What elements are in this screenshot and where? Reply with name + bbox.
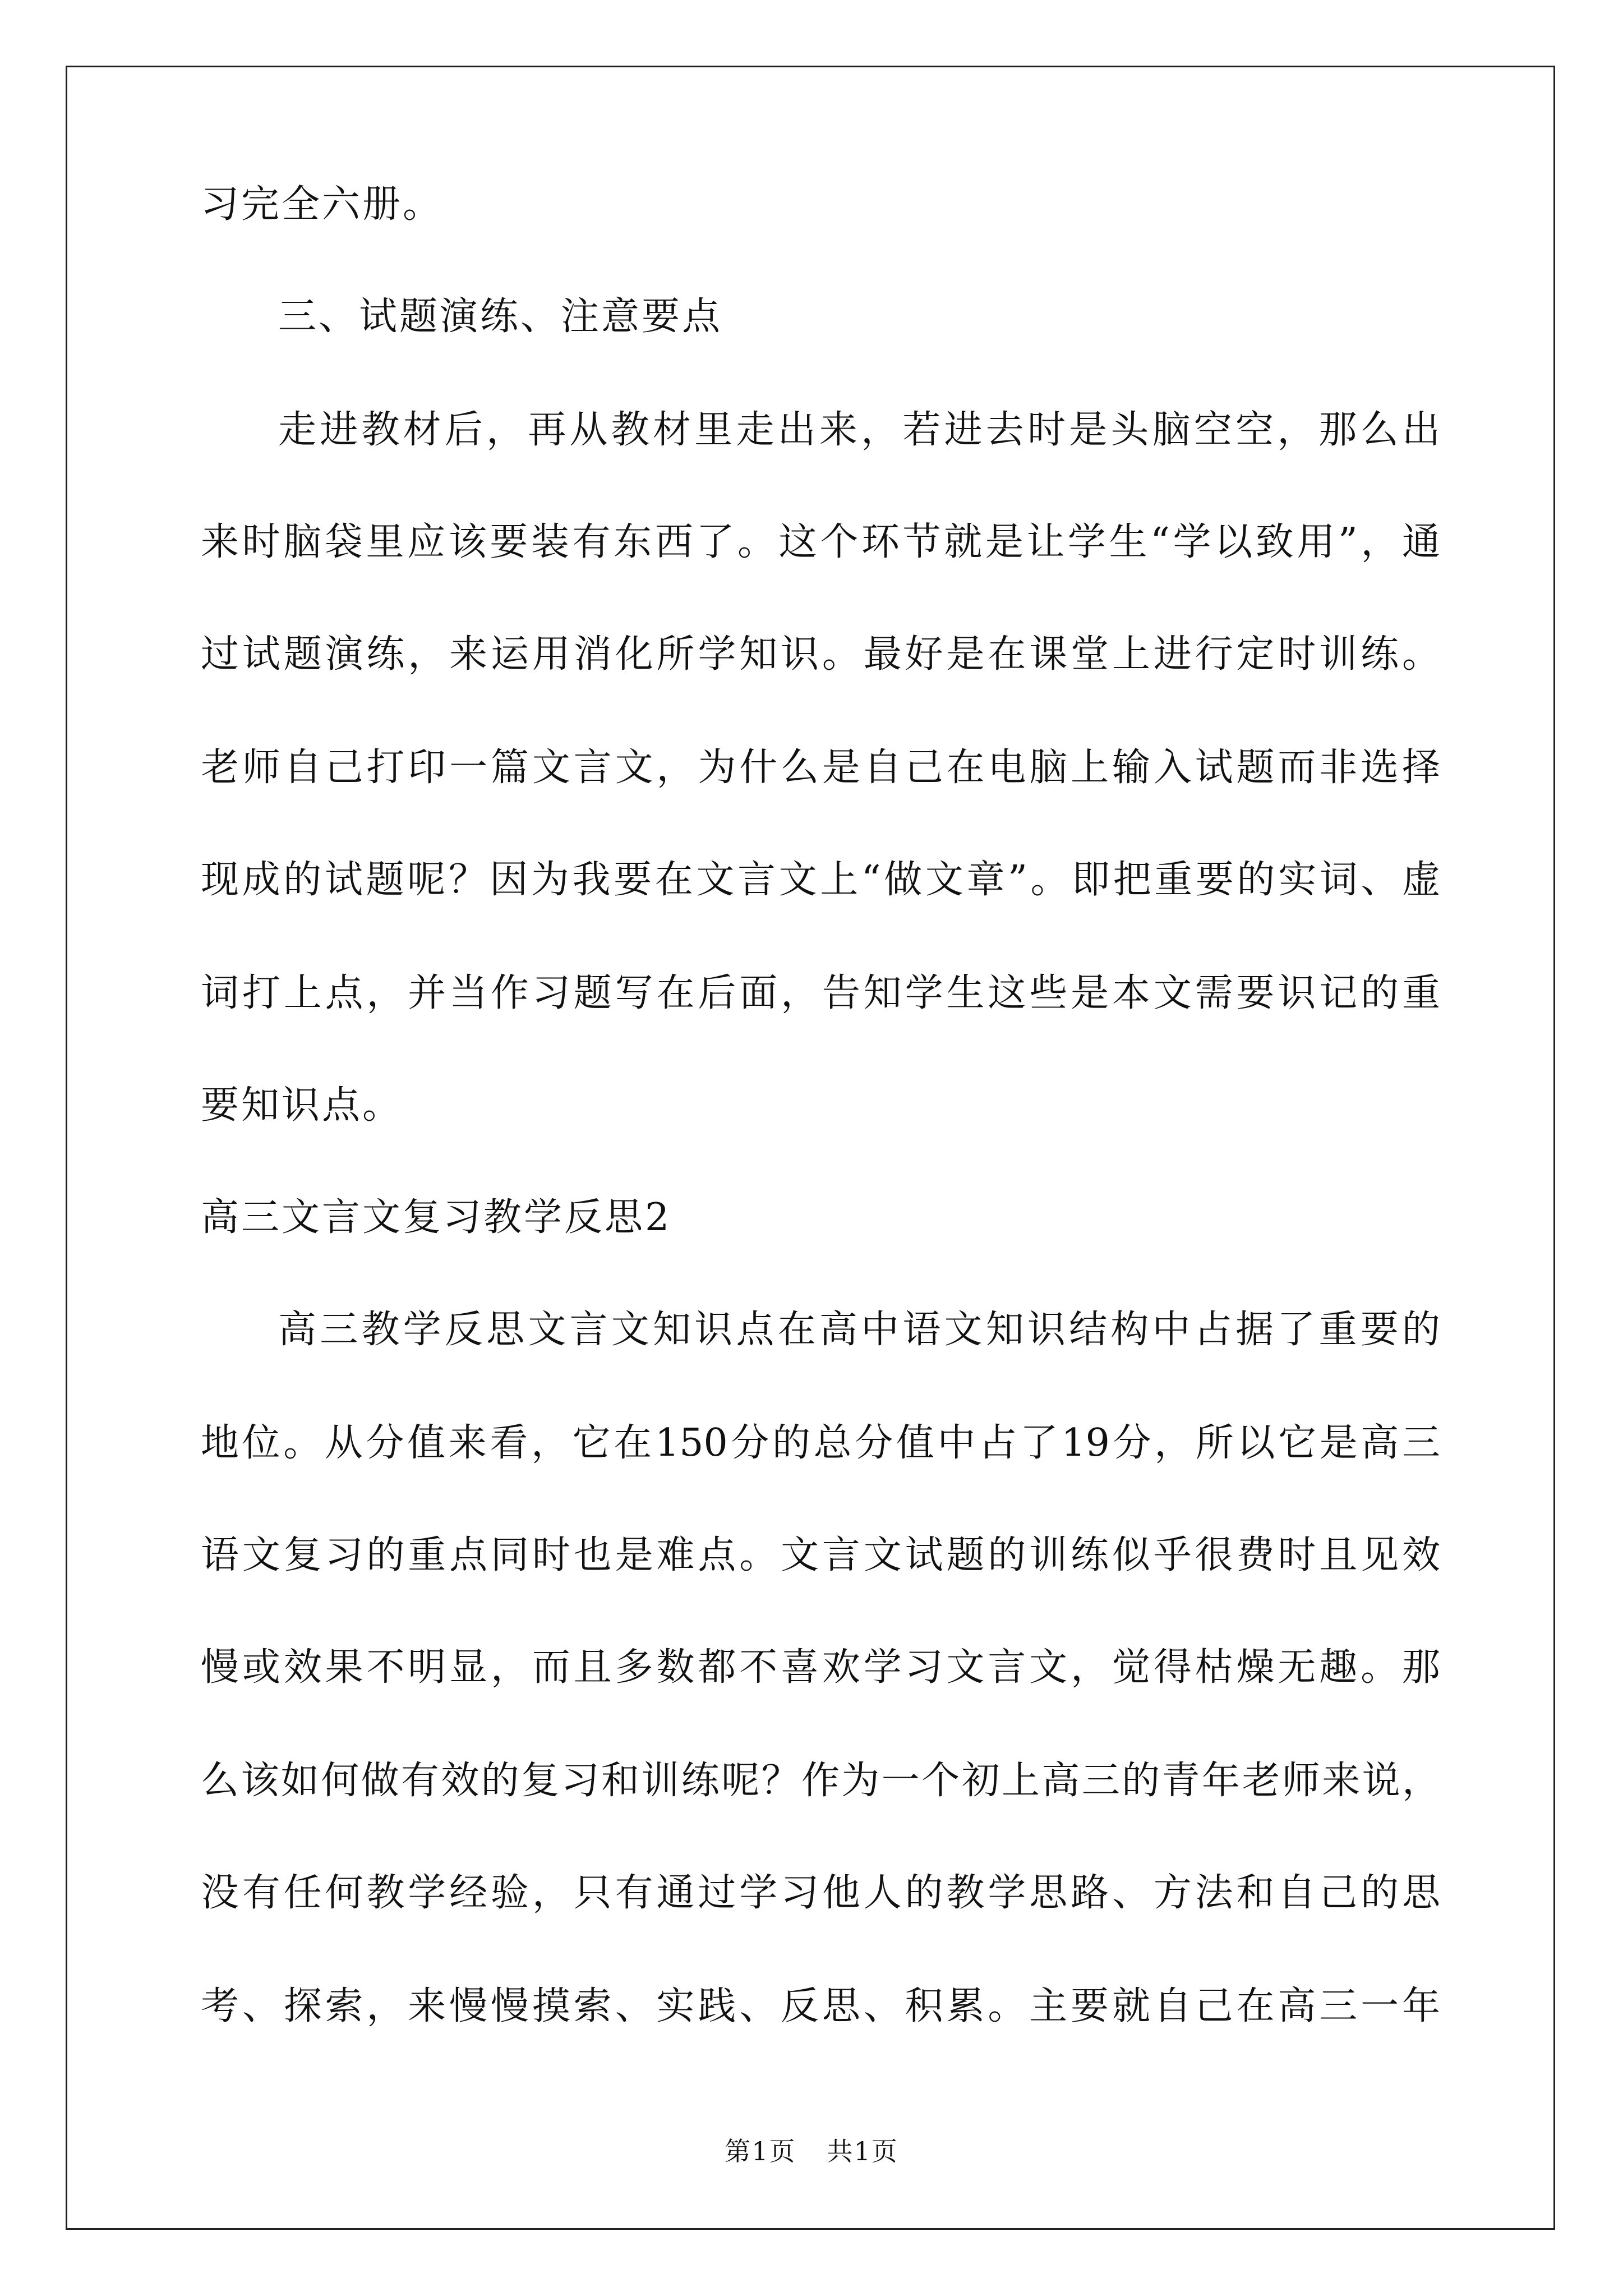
paragraph-line: 老师自己打印一篇文言文，为什么是自己在电脑上输入试题而非选择 [201,746,1440,790]
paragraph-line: 么该如何做有效的复习和训练呢？作为一个初上高三的青年老师来说， [201,1759,1440,1803]
paragraph-line: 现成的试题呢？因为我要在文言文上“做文章”。即把重要的实词、虚 [201,858,1440,902]
page-footer [0,2137,1623,2165]
paragraph-line: 高三教学反思文言文知识点在高中语文知识结构中占据了重要的 [278,1308,1440,1352]
paragraph-line: 来时脑袋里应该要装有东西了。这个环节就是让学生“学以致用”，通 [201,520,1440,564]
paragraph-line: 没有任何教学经验，只有通过学习他人的教学思路、方法和自己的思 [201,1871,1440,1915]
paragraph-line: 要知识点。 [201,1083,403,1128]
article-title: 高三文言文复习教学反思2 [201,1195,672,1240]
paragraph-line: 语文复习的重点同时也是难点。文言文试题的训练似乎很费时且见效 [201,1533,1440,1577]
section-heading: 三、试题演练、注意要点 [278,295,723,339]
page-number: 第1页 [725,2136,796,2166]
paragraph-line: 习完全六册。 [201,182,444,227]
paragraph-line: 走进教材后，再从教材里走出来，若进去时是头脑空空，那么出 [278,408,1440,452]
paragraph-line: 地位。从分值来看，它在150分的总分值中占了19分，所以它是高三 [201,1421,1440,1465]
paragraph-line: 考、探索，来慢慢摸索、实践、反思、积累。主要就自己在高三一年 [201,1984,1440,2028]
paragraph-line: 词打上点，并当作习题写在后面，告知学生这些是本文需要识记的重 [201,971,1440,1015]
page-total: 共1页 [827,2136,898,2166]
paragraph-line: 过试题演练，来运用消化所学知识。最好是在课堂上进行定时训练。 [201,632,1440,677]
paragraph-line: 慢或效果不明显，而且多数都不喜欢学习文言文，觉得枯燥无趣。那 [201,1645,1440,1690]
